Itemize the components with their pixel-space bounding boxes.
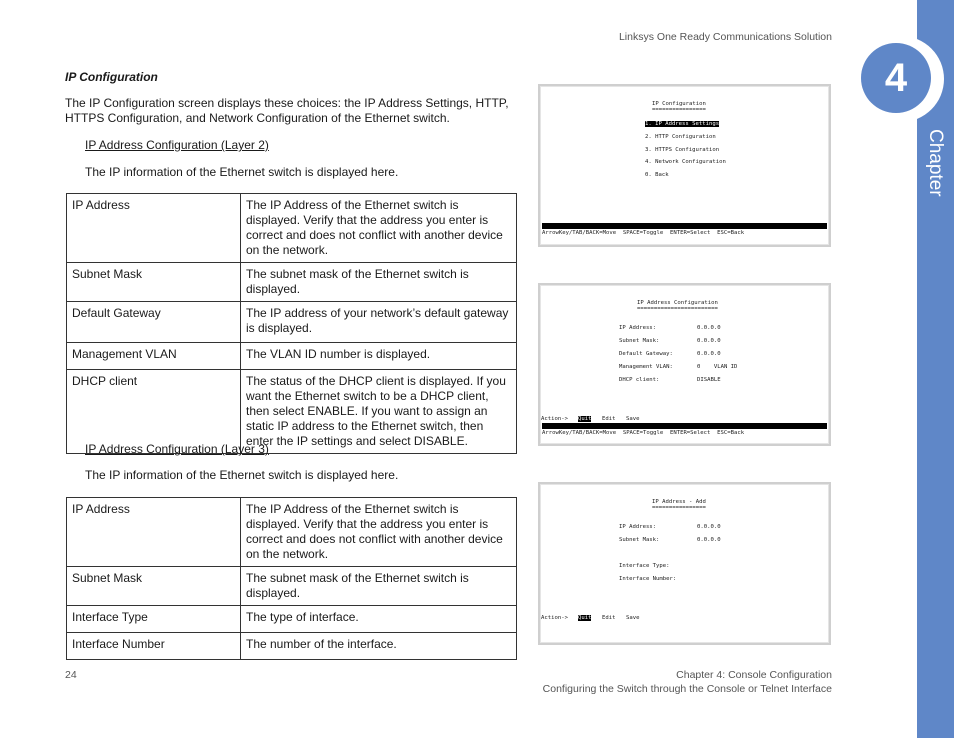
edit-action[interactable]: Edit — [602, 416, 616, 422]
table-row — [67, 263, 517, 302]
field-name: DHCP client — [67, 370, 241, 454]
console-ip-configuration — [538, 84, 831, 247]
ip-address-label: IP Address: — [619, 524, 657, 530]
field-name: Subnet Mask — [67, 263, 241, 302]
default-gateway-label: Default Gateway: — [619, 351, 673, 357]
field-name: IP Address — [67, 194, 241, 263]
interface-number-label: Interface Number: — [619, 576, 677, 582]
save-action[interactable]: Save — [626, 615, 640, 621]
layer3-table — [66, 497, 517, 660]
subnet-mask-value[interactable]: 0.0.0.0 — [697, 338, 721, 344]
subnet-mask-label: Subnet Mask: — [619, 338, 660, 344]
chapter-label: Chapter — [925, 129, 946, 197]
console-status-bar — [542, 223, 827, 229]
field-name: Default Gateway — [67, 302, 241, 343]
console-title: IP Address Configuration — [637, 300, 718, 306]
save-action[interactable]: Save — [626, 416, 640, 422]
console-title: IP Configuration — [652, 101, 706, 107]
field-name: Subnet Mask — [67, 567, 241, 606]
subnet-mask-value[interactable]: 0.0.0.0 — [697, 537, 721, 543]
console-title-underline: ================ — [652, 505, 706, 511]
section-intro: The IP Configuration screen displays these choices: the IP Address Settings, HTTP, HTTPS Configuration, and Network Configuration of the Ethernet switch. — [65, 96, 509, 125]
layer3-text: The IP information of the Ethernet switch is displayed here. — [85, 468, 399, 482]
field-name: Management VLAN — [67, 343, 241, 370]
console-ip-address-configuration — [538, 283, 831, 446]
console-title-underline: ================ — [652, 107, 706, 113]
quit-action[interactable]: Quit — [578, 416, 592, 422]
subnet-mask-label: Subnet Mask: — [619, 537, 660, 543]
quit-action[interactable]: Quit — [578, 615, 592, 621]
management-vlan-value[interactable]: 0 VLAN ID — [697, 364, 738, 370]
dhcp-client-value[interactable]: DISABLE — [697, 377, 721, 383]
menu-item-ip-address-settings[interactable]: 1. IP Address Settings — [645, 121, 720, 127]
console-status-bar — [542, 423, 827, 429]
field-description: The IP address of your network’s default gateway is displayed. — [241, 302, 517, 343]
action-label: Action-> — [541, 416, 568, 422]
console-status-text: ArrowKey/TAB/BACK=Move SPACE=Toggle ENTER=Select ESC=Back — [542, 430, 745, 436]
table-row — [67, 343, 517, 370]
field-description: The subnet mask of the Ethernet switch is displayed. — [241, 567, 517, 606]
field-description: The number of the interface. — [241, 633, 517, 660]
layer2-heading: IP Address Configuration (Layer 2) — [85, 138, 269, 152]
table-row — [67, 302, 517, 343]
field-name: Interface Type — [67, 606, 241, 633]
table-row — [67, 370, 517, 454]
page-number: 24 — [65, 669, 77, 681]
ip-address-value[interactable]: 0.0.0.0 — [697, 524, 721, 530]
edit-action[interactable]: Edit — [602, 615, 616, 621]
menu-item-network-configuration[interactable]: 4. Network Configuration — [645, 159, 726, 165]
dhcp-client-label: DHCP client: — [619, 377, 660, 383]
table-row — [67, 567, 517, 606]
field-name: Interface Number — [67, 633, 241, 660]
table-row — [67, 633, 517, 660]
field-description: The status of the DHCP client is displayed. If you want the Ethernet switch to be a DHCP client, then select ENABLE. If you want to assign an static IP address to the Ethernet switch, then enter the IP settings and select DISABLE. — [241, 370, 517, 454]
table-row — [67, 606, 517, 633]
ip-address-value[interactable]: 0.0.0.0 — [697, 325, 721, 331]
menu-item-https-configuration[interactable]: 3. HTTPS Configuration — [645, 147, 720, 153]
table-row — [67, 194, 517, 263]
header-title: Linksys One Ready Communications Solution — [618, 31, 832, 43]
management-vlan-label: Management VLAN: — [619, 364, 673, 370]
console-title: IP Address - Add — [652, 499, 706, 505]
layer2-table — [66, 193, 517, 454]
console-title-underline: ======================== — [637, 306, 718, 312]
field-description: The type of interface. — [241, 606, 517, 633]
section-heading: IP Configuration — [65, 70, 158, 84]
field-description: The VLAN ID number is displayed. — [241, 343, 517, 370]
ip-address-label: IP Address: — [619, 325, 657, 331]
table-row — [67, 498, 517, 567]
console-status-text: ArrowKey/TAB/BACK=Move SPACE=Toggle ENTER=Select ESC=Back — [542, 230, 745, 236]
field-name: IP Address — [67, 498, 241, 567]
field-description: The IP Address of the Ethernet switch is displayed. Verify that the address you enter is correct and does not conflict with another device on the network. — [241, 498, 517, 567]
footer-section-title: Configuring the Switch through the Console or Telnet Interface — [542, 683, 832, 695]
action-label: Action-> — [541, 615, 568, 621]
layer2-text: The IP information of the Ethernet switch is displayed here. — [85, 165, 399, 179]
footer-chapter-title: Chapter 4: Console Configuration — [676, 669, 832, 681]
default-gateway-value[interactable]: 0.0.0.0 — [697, 351, 721, 357]
field-description: The IP Address of the Ethernet switch is displayed. Verify that the address you enter is correct and does not conflict with another device on the network. — [241, 194, 517, 263]
chapter-number: 4 — [861, 43, 931, 113]
console-ip-address-add — [538, 482, 831, 645]
menu-item-back[interactable]: 0. Back — [645, 172, 669, 178]
menu-item-http-configuration[interactable]: 2. HTTP Configuration — [645, 134, 716, 140]
field-description: The subnet mask of the Ethernet switch is displayed. — [241, 263, 517, 302]
layer3-heading: IP Address Configuration (Layer 3) — [85, 442, 269, 456]
interface-type-label: Interface Type: — [619, 563, 670, 569]
